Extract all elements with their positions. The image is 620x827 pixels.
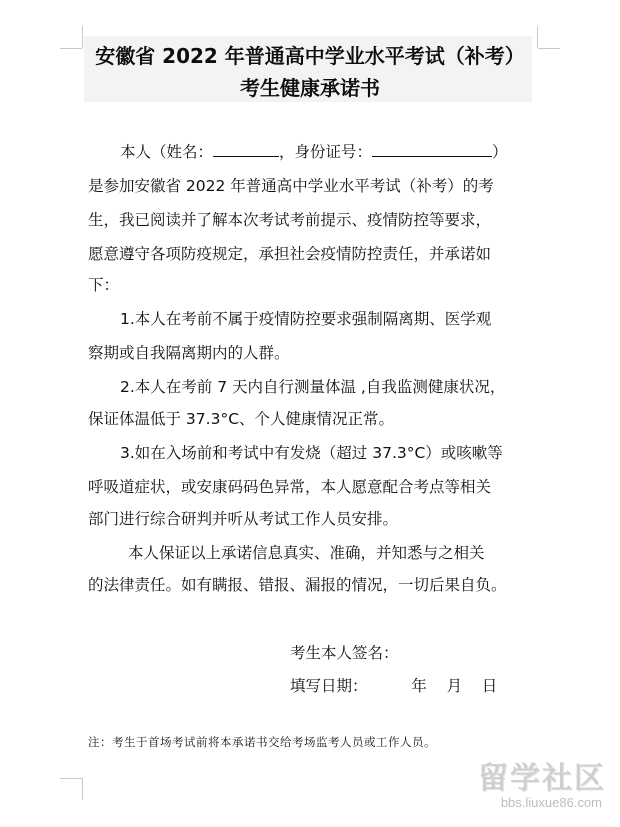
paragraph-line: 愿意遵守各项防疫规定，承担社会疫情防控责任，并承诺如 [88,245,492,263]
commitment-item-3-cont: 部门进行综合研判并听从考试工作人员安排。 [88,510,399,528]
footnote: 注：考生于首场考试前将本承诺书交给考场监考人员或工作人员。 [88,735,436,749]
date-units: 年 月 日 [411,677,498,695]
signature-label: 考生本人签名： [290,644,399,662]
watermark-logo-text: 留学社区 [478,762,606,795]
commitment-item-2: 2.本人在考前 7 天内自行测量体温 ,自我监测健康状况， [120,378,506,396]
guarantee-line: 本人保证以上承诺信息真实、准确，并知悉与之相关 [128,544,485,562]
crop-mark [82,778,83,800]
guarantee-line-cont: 的法律责任。如有瞒报、错报、漏报的情况，一切后果自负。 [88,576,507,594]
commitment-item-1: 1.本人在考前不属于疫情防控要求强制隔离期、医学观 [120,310,492,328]
commitment-item-2-cont: 保证体温低于 37.3°C、个人健康情况正常。 [88,410,395,428]
commitment-item-3-cont: 呼吸道症状，或安康码码色异常，本人愿意配合考点等相关 [88,478,492,496]
name-blank [213,139,279,157]
close-paren: ） [492,143,508,161]
date-row [290,674,497,696]
commitment-item-1-cont: 察期或自我隔离期内的人群。 [88,344,290,362]
paragraph-line: 是参加安徽省 2022 年普通高中学业水平考试（补考）的考 [88,177,494,195]
date-label: 填写日期： [290,677,368,695]
crop-mark [60,778,82,779]
paragraph-line: 生，我已阅读并了解本次考试考前提示、疫情防控等要求， [88,211,492,229]
paragraph-line: 下： [88,276,120,294]
name-label: 本人（姓名： [120,143,214,161]
site-watermark [446,753,606,817]
watermark-url: bbs.liuxue86.com [500,795,602,810]
id-number-blank [372,139,492,157]
id-label: ，身份证号： [279,143,373,161]
document-title: 安徽省 2022 年普通高中学业水平考试（补考） [95,44,525,68]
document-subtitle: 考生健康承诺书 [240,76,380,100]
intro-first-line [120,135,508,169]
commitment-item-3: 3.如在入场前和考试中有发烧（超过 37.3°C）或咳嗽等 [120,444,503,462]
